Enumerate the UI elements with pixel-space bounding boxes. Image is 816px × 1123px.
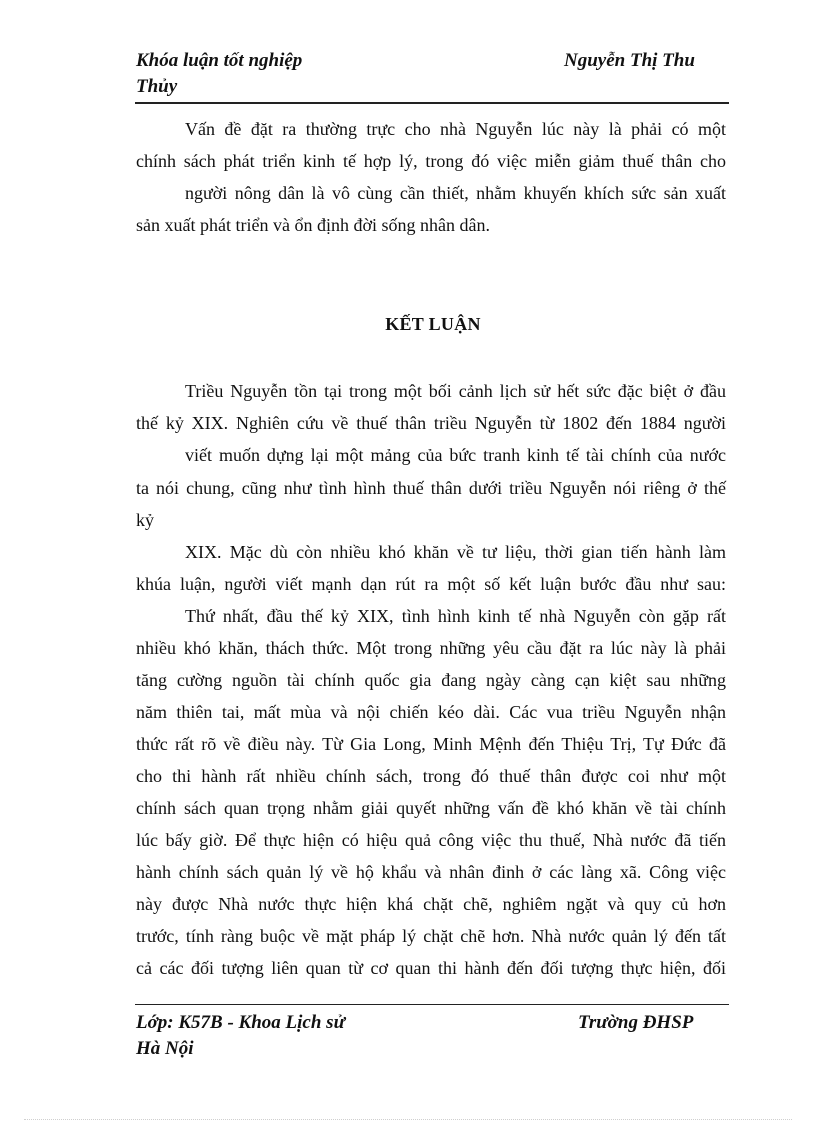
footer-school: Trường ĐHSP [578, 1012, 694, 1033]
body-line: trước, tính ràng buộc về mặt pháp lý chặt chẽ hơn. Nhà nước quản lý đến tất [136, 926, 726, 946]
footer-school-continued: Hà Nội [136, 1038, 194, 1059]
footer-rule [135, 1004, 729, 1005]
body-line: chính sách quan trọng nhằm giải quyết những vấn đề khó khăn về tài chính [136, 798, 726, 818]
body-line: ta nói chung, cũng như tình hình thuế thân dưới triều Nguyễn nói riêng ở thế [136, 478, 726, 498]
intro-line: người nông dân là vô cùng cần thiết, nhằm khuyến khích sức sản xuất [185, 183, 726, 203]
body-line: này được Nhà nước thực hiện khá chặt chẽ, nghiêm ngặt và quy củ hơn [136, 894, 726, 914]
header-rule [135, 102, 729, 104]
body-line: viết muốn dựng lại một mảng của bức tranh kinh tế tài chính của nước [185, 445, 726, 465]
body-line: Thứ nhất, đầu thế kỷ XIX, tình hình kinh tế nhà Nguyễn còn gặp rất [185, 606, 726, 626]
header-author: Nguyễn Thị Thu [564, 50, 695, 71]
intro-line: chính sách phát triển kinh tế hợp lý, trong đó việc miễn giảm thuế thân cho [136, 151, 726, 171]
header-title-continued: Thủy [136, 76, 178, 97]
page-edge-divider [24, 1119, 792, 1120]
body-line: XIX. Mặc dù còn nhiều khó khăn về tư liệu, thời gian tiến hành làm [185, 542, 726, 562]
body-line: lúc bấy giờ. Để thực hiện có hiệu quả công việc thu thuế, Nhà nước đã tiến [136, 830, 726, 850]
body-line: hành chính sách quản lý về hộ khẩu và nhân đinh ở các làng xã. Công việc [136, 862, 726, 882]
body-line: khúa luận, người viết mạnh dạn rút ra một số kết luận bước đầu như sau: [136, 574, 726, 594]
body-line: thức rất rõ về điều này. Từ Gia Long, Minh Mệnh đến Thiệu Trị, Tự Đức đã [136, 734, 726, 754]
body-line: Triều Nguyễn tồn tại trong một bối cảnh lịch sử hết sức đặc biệt ở đầu [185, 381, 726, 401]
body-line: thế kỷ XIX. Nghiên cứu về thuế thân triều Nguyễn từ 1802 đến 1884 người [136, 413, 726, 433]
body-line: cả các đối tượng liên quan từ cơ quan thi hành đến đối tượng thực hiện, đối [136, 958, 726, 978]
intro-line: sản xuất phát triển và ổn định đời sống nhân dân. [136, 215, 490, 235]
section-heading: KẾT LUẬN [385, 314, 481, 334]
header-title: Khóa luận tốt nghiệp [136, 50, 303, 71]
body-line: tăng cường nguồn tài chính quốc gia đang ngày càng cạn kiệt sau những [136, 670, 726, 690]
footer-class: Lớp: K57B - Khoa Lịch sử [136, 1012, 345, 1033]
intro-line: Vấn đề đặt ra thường trực cho nhà Nguyễn lúc này là phải có một [185, 119, 726, 139]
body-line: cho thi hành rất nhiều chính sách, trong đó thuế thân được coi như một [136, 766, 726, 786]
body-line: năm thiên tai, mất mùa và nội chiến kéo dài. Các vua triều Nguyễn nhận [136, 702, 726, 722]
body-line: kỷ [136, 510, 154, 530]
body-line: nhiều khó khăn, thách thức. Một trong những yêu cầu đặt ra lúc này là phải [136, 638, 726, 658]
